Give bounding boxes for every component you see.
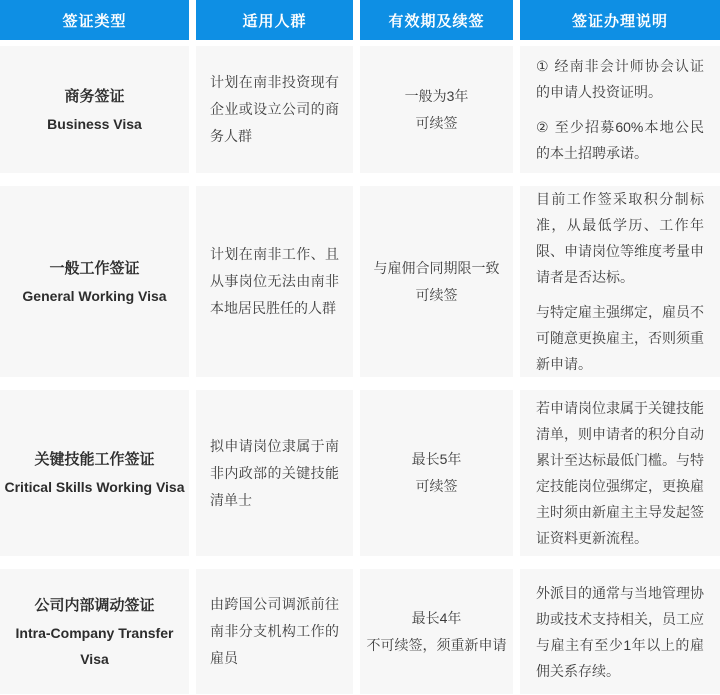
- cell-visa-type: [0, 390, 189, 556]
- validity-line: 与雇佣合同期限一致: [373, 259, 500, 276]
- note-paragraph: 若申请岗位隶属于关键技能清单，则申请者的积分自动累计至达标最低门槛。与特定技能岗位强绑定，更换雇主时须由新雇主主导发起签证资料更新流程。: [536, 400, 704, 546]
- visa-name-cn: 关键技能工作签证: [34, 451, 155, 468]
- note-paragraph: 外派目的通常与当地管理协助或技术支持相关，员工应与雇主有至少1年以上的雇佣关系存续。: [536, 584, 704, 679]
- table-row-intra-company-transfer-visa: [0, 569, 720, 694]
- table-row-critical-skills-visa: [0, 390, 720, 556]
- validity-line: 不可续签，须重新申请: [366, 636, 507, 653]
- table-row-business-visa: [0, 46, 720, 173]
- validity-line: 可续签: [415, 114, 458, 131]
- cell-visa-type: [0, 186, 189, 377]
- visa-name-en: General Working Visa: [22, 287, 167, 304]
- table-header-row: [0, 0, 720, 40]
- cell-visa-type: [0, 569, 189, 694]
- visa-name-cn: 一般工作签证: [49, 259, 140, 277]
- audience-text: 拟申请岗位隶属于南非内政部的关键技能清单士: [210, 437, 339, 508]
- note-paragraph: ② 至少招募60%本地公民的本土招聘承诺。: [536, 119, 704, 161]
- header-cell-visa-type: 签证类型: [0, 0, 189, 40]
- cell-notes: [520, 46, 720, 173]
- validity-line: 最长4年: [411, 609, 462, 626]
- cell-validity: [360, 186, 513, 377]
- cell-audience: [196, 390, 353, 556]
- note-paragraph: 目前工作签采取积分制标准，从最低学历、工作年限、申请岗位等维度考量申请者是否达标。: [536, 191, 704, 285]
- table-row-general-working-visa: [0, 186, 720, 377]
- validity-line: 一般为3年: [404, 87, 469, 104]
- cell-audience: [196, 569, 353, 694]
- audience-text: 计划在南非投资现有企业或设立公司的商务人群: [210, 74, 339, 144]
- cell-notes: [520, 390, 720, 556]
- cell-audience: [196, 46, 353, 173]
- cell-validity: [360, 390, 513, 556]
- visa-name-en: Critical Skills Working Visa: [4, 479, 185, 495]
- visa-name-en: Intra-Company Transfer Visa: [15, 624, 174, 667]
- validity-line: 可续签: [415, 478, 458, 494]
- cell-validity: [360, 46, 513, 173]
- visa-name-en: Business Visa: [47, 115, 142, 132]
- audience-text: 由跨国公司调派前往南非分支机构工作的雇员: [210, 596, 339, 666]
- audience-text: 计划在南非工作、且从事岗位无法由南非本地居民胜任的人群: [210, 246, 339, 316]
- cell-visa-type: [0, 46, 189, 173]
- header-cell-notes: 签证办理说明: [520, 0, 720, 40]
- visa-name-cn: 公司内部调动签证: [34, 596, 155, 614]
- cell-notes: [520, 569, 720, 694]
- header-cell-validity: 有效期及续签: [360, 0, 513, 40]
- note-paragraph: 与特定雇主强绑定，雇员不可随意更换雇主，否则须重新申请。: [536, 304, 704, 372]
- visa-name-cn: 商务签证: [64, 87, 125, 105]
- cell-notes: [520, 186, 720, 377]
- header-cell-audience: 适用人群: [196, 0, 353, 40]
- note-paragraph: ① 经南非会计师协会认证的申请人投资证明。: [536, 58, 704, 100]
- cell-audience: [196, 186, 353, 377]
- cell-validity: [360, 569, 513, 694]
- validity-line: 最长5年: [411, 451, 462, 467]
- validity-line: 可续签: [415, 286, 458, 303]
